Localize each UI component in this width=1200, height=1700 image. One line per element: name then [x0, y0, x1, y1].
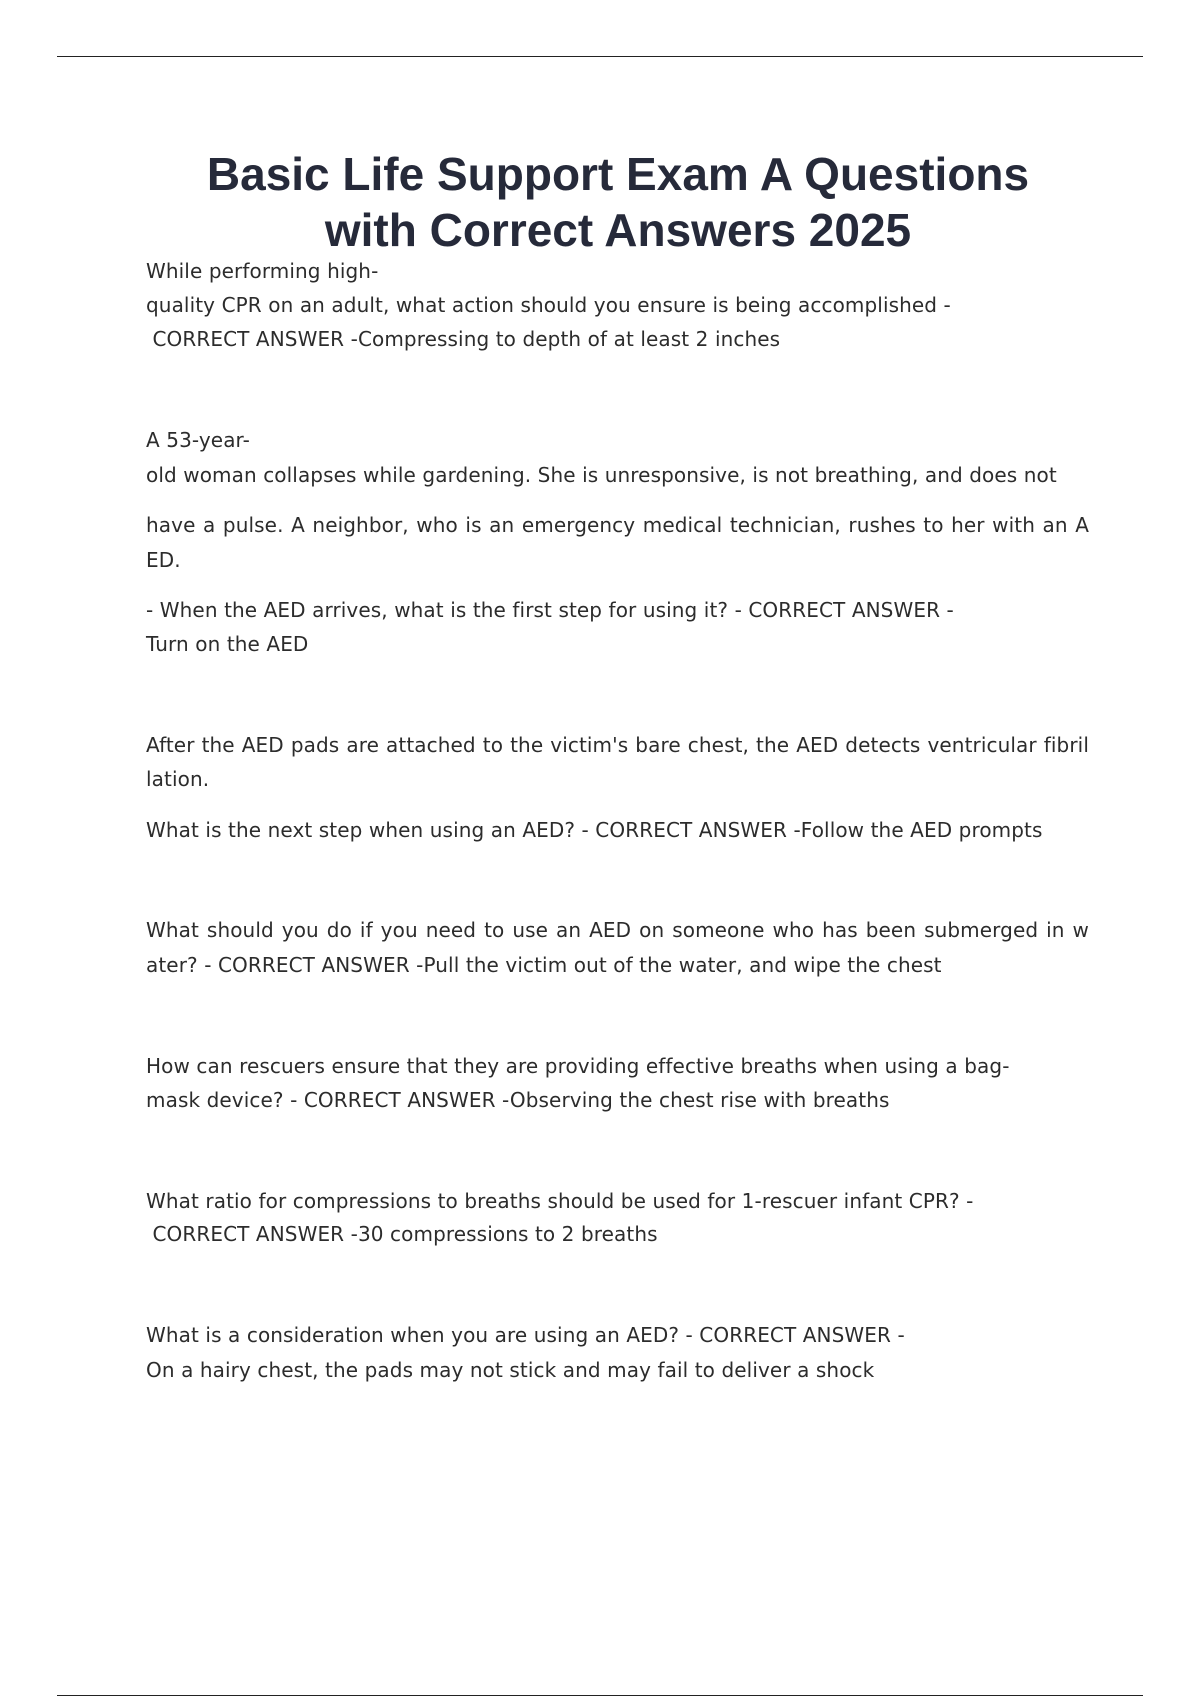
- q2-line-3: have a pulse. A neighbor, who is an emergency medical technician, rushes to her with an A: [146, 513, 1089, 537]
- q4-answer: ater? - CORRECT ANSWER -Pull the victim out of the water, and wipe the chest: [146, 953, 942, 977]
- q1-answer: CORRECT ANSWER -Compressing to depth of at least 2 inches: [146, 327, 781, 351]
- header-rule: [57, 56, 1143, 57]
- q2-line-5: - When the AED arrives, what is the first step for using it? - CORRECT ANSWER -: [146, 598, 954, 622]
- footer-rule: [57, 1695, 1143, 1696]
- q7-answer: On a hairy chest, the pads may not stick and may fail to deliver a shock: [146, 1358, 875, 1382]
- q2-line-2: old woman collapses while gardening. She is unresponsive, is not breathing, and does not: [146, 463, 1057, 487]
- q1-line-2: quality CPR on an adult, what action should you ensure is being accomplished -: [146, 293, 951, 317]
- q3-line-1: After the AED pads are attached to the victim's bare chest, the AED detects ventricular fibril: [146, 733, 1089, 757]
- q3-line-2: lation.: [146, 767, 210, 791]
- title-line-1: Basic Life Support Exam A Questions: [206, 148, 1030, 200]
- title-line-2: with Correct Answers 2025: [324, 204, 912, 256]
- q5-line-1: How can rescuers ensure that they are providing effective breaths when using a bag-: [146, 1054, 1010, 1078]
- q5-answer: mask device? - CORRECT ANSWER -Observing the chest rise with breaths: [146, 1088, 890, 1112]
- q4-line-1: What should you do if you need to use an AED on someone who has been submerged in w: [146, 918, 1089, 942]
- q6-answer: CORRECT ANSWER -30 compressions to 2 breaths: [146, 1222, 658, 1246]
- q7-line-1: What is a consideration when you are using an AED? - CORRECT ANSWER -: [146, 1323, 905, 1347]
- q2-answer: Turn on the AED: [146, 632, 309, 656]
- q6-line-1: What ratio for compressions to breaths should be used for 1-rescuer infant CPR? -: [146, 1189, 974, 1213]
- q2-line-1: A 53-year-: [146, 428, 250, 452]
- q1-line-1: While performing high-: [146, 259, 379, 283]
- document-title: [100, 146, 1136, 258]
- q2-line-4: ED.: [146, 548, 181, 572]
- q3-answer: What is the next step when using an AED? - CORRECT ANSWER -Follow the AED prompts: [146, 818, 1043, 842]
